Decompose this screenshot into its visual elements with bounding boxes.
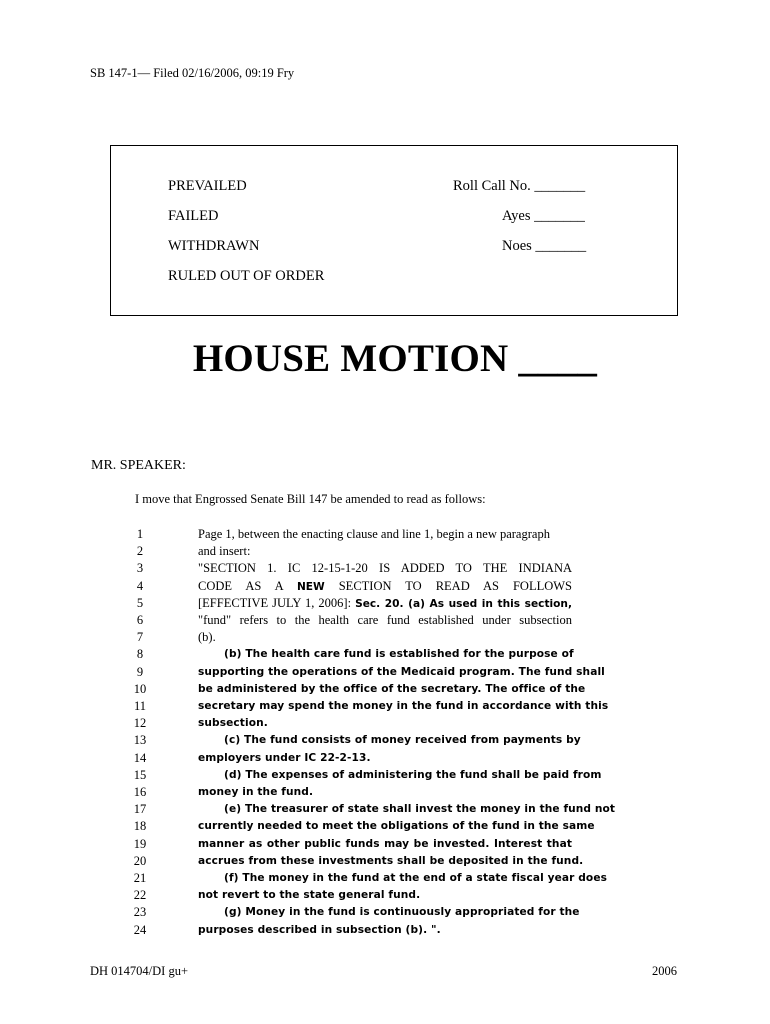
line-row — [0, 664, 770, 681]
line-number: 5 — [136, 595, 144, 610]
line-number: 6 — [136, 613, 144, 627]
line-text: (g) Money in the fund is continuously appropriated for the — [224, 906, 580, 919]
line-row — [0, 801, 770, 818]
line-number: 23 — [133, 905, 147, 920]
line-text: accrues from these investments shall be deposited in the fund. — [198, 854, 584, 867]
line-row — [0, 750, 770, 767]
line-row — [0, 767, 770, 784]
line-number: 9 — [136, 664, 144, 679]
line-row — [0, 732, 770, 749]
line-text-part: [EFFECTIVE JULY 1, 2006]: — [198, 595, 356, 610]
line-number: 16 — [133, 785, 147, 799]
line-text-bold: purposes described in subsection (b). — [198, 923, 428, 936]
line-row — [0, 526, 770, 543]
status-failed: FAILED — [168, 208, 219, 224]
status-prevailed: PREVAILED — [168, 178, 247, 194]
line-row — [0, 818, 770, 835]
line-text: subsection. — [198, 717, 268, 730]
line-text-part: CODE AS A — [198, 578, 297, 593]
line-number: 8 — [136, 647, 144, 662]
line-number: 24 — [133, 922, 147, 937]
line-row — [0, 715, 770, 732]
line-text: Page 1, between the enacting clause and line 1, begin a new paragraph — [198, 527, 550, 541]
line-number: 3 — [136, 561, 144, 576]
line-row — [0, 853, 770, 870]
line-text: "fund" refers to the health care fund established under subsection — [198, 613, 572, 627]
ayes-count: Ayes _______ — [502, 208, 585, 224]
line-row — [0, 784, 770, 801]
line-number: 2 — [136, 544, 144, 559]
line-number: 14 — [133, 750, 147, 765]
line-row — [0, 543, 770, 560]
line-row — [0, 578, 770, 595]
line-number: 21 — [133, 871, 147, 885]
line-row — [0, 681, 770, 698]
status-ruled-out-of-order: RULED OUT OF ORDER — [168, 268, 325, 284]
line-text: and insert: — [198, 544, 251, 559]
line-number: 12 — [133, 716, 147, 731]
line-text: money in the fund. — [198, 786, 314, 798]
line-text-bold: Sec. 20. (a) As used in this section, — [355, 597, 572, 610]
line-row — [0, 595, 770, 612]
line-text: secretary may spend the money in the fund in accordance with this — [198, 700, 609, 712]
line-number: 18 — [133, 819, 147, 834]
line-text: (f) The money in the fund at the end of a state fiscal year does — [224, 872, 608, 884]
document-year: 2006 — [652, 964, 677, 978]
line-number: 17 — [133, 802, 147, 817]
line-row — [0, 612, 770, 629]
status-withdrawn: WITHDRAWN — [168, 238, 260, 254]
line-row — [0, 836, 770, 853]
noes-count: Noes _______ — [502, 238, 587, 254]
line-text: currently needed to meet the obligations of the fund in the same — [198, 820, 595, 833]
line-row — [0, 887, 770, 904]
line-number: 20 — [133, 853, 147, 868]
line-text: (e) The treasurer of state shall invest the money in the fund not — [224, 803, 616, 816]
line-text-part: ". — [431, 923, 441, 936]
line-row — [0, 698, 770, 715]
line-number: 19 — [133, 836, 147, 851]
line-text: supporting the operations of the Medicaid program. The fund shall — [198, 665, 605, 678]
line-text: be administered by the office of the secretary. The office of the — [198, 682, 586, 695]
line-number: 22 — [133, 888, 147, 903]
line-text-bold: NEW — [296, 580, 325, 593]
line-row — [0, 629, 770, 646]
motion-status-box — [110, 145, 678, 316]
line-number: 7 — [136, 630, 144, 645]
line-number: 11 — [133, 699, 147, 713]
line-row — [0, 904, 770, 921]
salutation: MR. SPEAKER: — [91, 458, 186, 473]
line-text — [198, 595, 572, 613]
line-row — [0, 922, 770, 939]
line-text: (b). — [198, 630, 216, 645]
filing-header: SB 147-1— Filed 02/16/2006, 09:19 Fry — [90, 66, 295, 80]
line-number: 13 — [133, 733, 147, 748]
line-row — [0, 560, 770, 577]
roll-call-number: Roll Call No. _______ — [453, 178, 586, 194]
page-title: HOUSE MOTION ____ — [192, 337, 598, 380]
line-text: "SECTION 1. IC 12-15-1-20 IS ADDED TO THE INDIANA — [198, 561, 572, 576]
line-text: (c) The fund consists of money received from payments by — [224, 734, 581, 747]
motion-intro: I move that Engrossed Senate Bill 147 be amended to read as follows: — [135, 492, 486, 506]
line-number: 10 — [133, 681, 147, 696]
document-code: DH 014704/DI gu+ — [90, 964, 189, 978]
line-text — [198, 922, 572, 939]
line-number: 4 — [136, 578, 144, 593]
line-text: (b) The health care fund is established for the purpose of — [224, 648, 574, 661]
line-row — [0, 646, 770, 663]
line-number: 1 — [136, 527, 144, 541]
line-text: employers under IC 22-2-13. — [198, 751, 371, 764]
line-text: not revert to the state general fund. — [198, 889, 421, 902]
line-number: 15 — [133, 767, 147, 782]
line-text — [198, 578, 572, 596]
line-row — [0, 870, 770, 887]
line-text: manner as other public funds may be invested. Interest that — [198, 837, 572, 850]
line-text-part: SECTION TO READ AS FOLLOWS — [338, 578, 573, 593]
line-text: (d) The expenses of administering the fund shall be paid from — [224, 768, 602, 781]
